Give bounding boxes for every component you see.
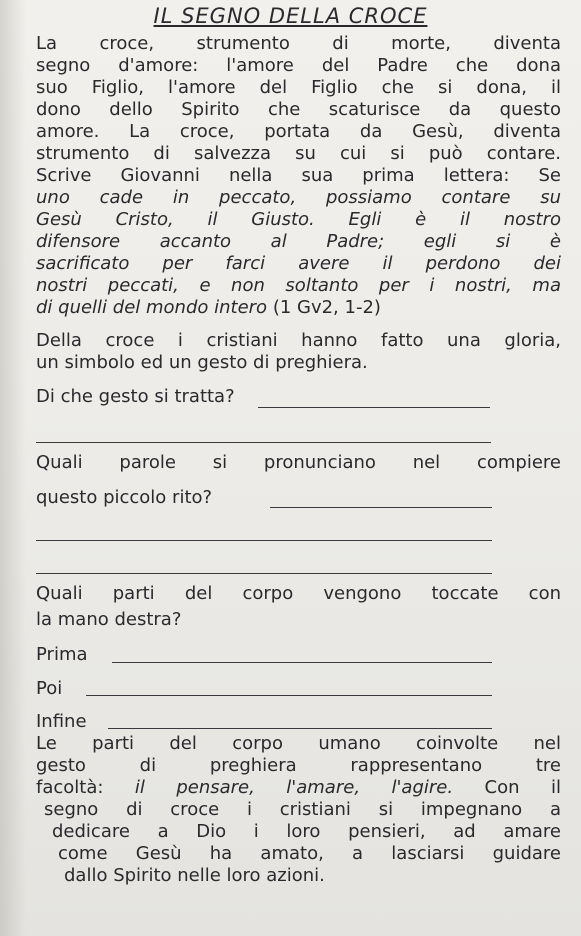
answer-blank-2a[interactable]	[270, 507, 492, 508]
closing-line-5: dedicare a Dio i loro pensieri, ad amare	[52, 821, 561, 842]
intro-line-6: strumento di salvezza su cui si può contare.	[36, 143, 561, 164]
faculty-prefix: facoltà:	[36, 777, 104, 798]
intro-line-1: La croce, strumento di morte, diventa	[36, 33, 561, 54]
closing-line-6: come Gesù ha amato, a lasciarsi guidare	[58, 843, 561, 864]
step-first-label: Prima	[36, 644, 88, 665]
closing-line-3	[36, 777, 561, 799]
intro-line-3: suo Figlio, l'amore del Figlio che si dona, il	[36, 77, 561, 98]
question-1: Di che gesto si tratta?	[36, 386, 235, 407]
answer-blank-finally[interactable]	[108, 728, 492, 729]
faculty-suffix: Con il	[484, 777, 561, 798]
intro-line-2: segno d'amore: l'amore del Padre che dona	[36, 55, 561, 76]
quote-line-4: sacrificato per farci avere il perdono dei	[36, 253, 561, 274]
answer-blank-2c[interactable]	[36, 573, 492, 574]
closing-line-7: dallo Spirito nelle loro azioni.	[64, 865, 325, 886]
step-then-label: Poi	[36, 678, 63, 699]
question-3-line-1: Quali parti del corpo vengono toccate con	[36, 583, 561, 604]
intro-line-7: Scrive Giovanni nella sua prima lettera: Se	[36, 165, 561, 186]
quote-line-2: Gesù Cristo, il Giusto. Egli è il nostro	[36, 209, 561, 230]
intro-line-5: amore. La croce, portata da Gesù, diventa	[36, 121, 561, 142]
question-2-line-2: questo piccolo rito?	[36, 487, 213, 508]
quote-line-5: nostri peccati, e non soltanto per i nostri, ma	[36, 275, 561, 296]
para2-line-2: un simbolo ed un gesto di preghiera.	[36, 352, 368, 373]
page-shadow	[0, 0, 26, 936]
closing-line-4: segno di croce i cristiani si impegnano a	[44, 799, 561, 820]
bible-reference: (1 Gv2, 1-2)	[272, 297, 381, 318]
answer-blank-1b[interactable]	[36, 442, 491, 443]
quote-line-6	[36, 297, 561, 319]
answer-blank-then[interactable]	[86, 695, 492, 696]
intro-line-4: dono dello Spirito che scaturisce da questo	[36, 99, 561, 120]
quote-line-3: difensore accanto al Padre; egli si è	[36, 231, 561, 252]
question-2-line-1: Quali parole si pronunciano nel compiere	[36, 452, 561, 473]
question-3-line-2: la mano destra?	[36, 609, 182, 630]
para2-line-1: Della croce i cristiani hanno fatto una gloria,	[36, 330, 561, 351]
answer-blank-first[interactable]	[112, 662, 492, 663]
quote-line-1: uno cade in peccato, possiamo contare su	[36, 187, 561, 208]
step-finally-label: Infine	[36, 711, 87, 732]
closing-line-1: Le parti del corpo umano coinvolte nel	[36, 733, 561, 754]
answer-blank-1a[interactable]	[258, 407, 490, 408]
faculty-list: il pensare, l'amare, l'agire.	[134, 777, 454, 798]
quote-last-text: di quelli del mondo intero	[36, 297, 268, 318]
page-title: IL SEGNO DELLA CROCE	[153, 4, 428, 28]
answer-blank-2b[interactable]	[36, 540, 492, 541]
closing-line-2: gesto di preghiera rappresentano tre	[36, 755, 561, 776]
